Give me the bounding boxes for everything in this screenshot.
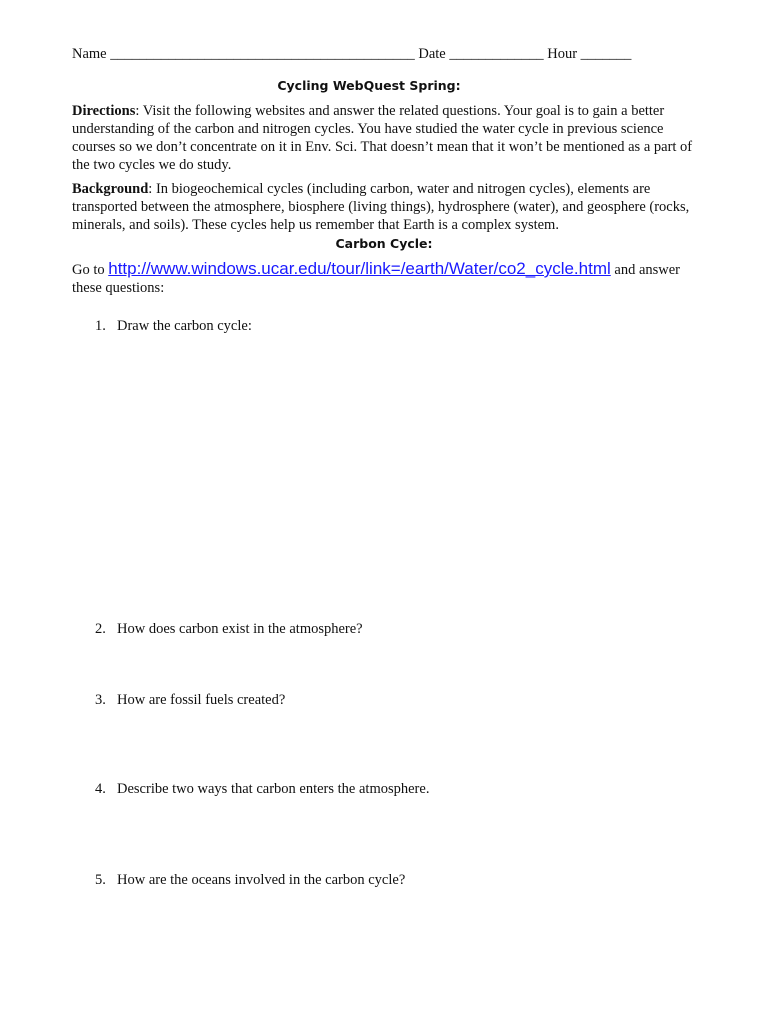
- question-number: 1.: [95, 318, 106, 334]
- student-info-line: Name __________________________________________ Date _____________ Hour _______: [72, 46, 632, 62]
- question-text: How are the oceans involved in the carbon cycle?: [117, 872, 406, 888]
- goto-prefix: Go to: [72, 262, 109, 278]
- question-text: How does carbon exist in the atmosphere?: [117, 621, 363, 637]
- background-text: : In biogeochemical cycles (including carbon, water and nitrogen cycles), elements are transported between the atmosphere, biosphere (living things), hydrosphere (water), and geosphere (rocks, minerals, and soils). These cycles help us remember that Earth is a complex system.: [72, 181, 690, 233]
- directions-label: Directions: [72, 103, 136, 119]
- question-number: 3.: [95, 692, 106, 708]
- goto-suffix: and answer these questions:: [72, 262, 681, 296]
- question-text: How are fossil fuels created?: [117, 692, 286, 708]
- background-label: Background: [72, 181, 149, 197]
- goto-instruction: [72, 260, 702, 297]
- question-1: [95, 318, 252, 335]
- question-text: Draw the carbon cycle:: [117, 318, 252, 334]
- directions-text: : Visit the following websites and answer the related questions. Your goal is to gain a better understanding of the carbon and nitrogen cycles. You have studied the water cycle in previous science courses so we don’t concentrate on it in Env. Sci. That doesn’t mean that it won’t be mentioned as a part of the two cycles we do study.: [72, 103, 693, 173]
- question-3: [95, 692, 285, 709]
- carbon-cycle-link[interactable]: http://www.windows.ucar.edu/tour/link=/earth/Water/co2_cycle.html: [108, 259, 611, 278]
- directions-paragraph: [72, 102, 702, 174]
- question-text: Describe two ways that carbon enters the atmosphere.: [117, 781, 430, 797]
- question-4: [95, 781, 429, 798]
- question-number: 2.: [95, 621, 106, 637]
- question-5: [95, 872, 405, 889]
- worksheet-title: Cycling WebQuest Spring:: [277, 78, 461, 93]
- carbon-cycle-heading: Carbon Cycle:: [335, 236, 433, 251]
- question-number: 5.: [95, 872, 106, 888]
- background-paragraph: [72, 180, 702, 234]
- question-number: 4.: [95, 781, 106, 797]
- question-2: [95, 621, 363, 638]
